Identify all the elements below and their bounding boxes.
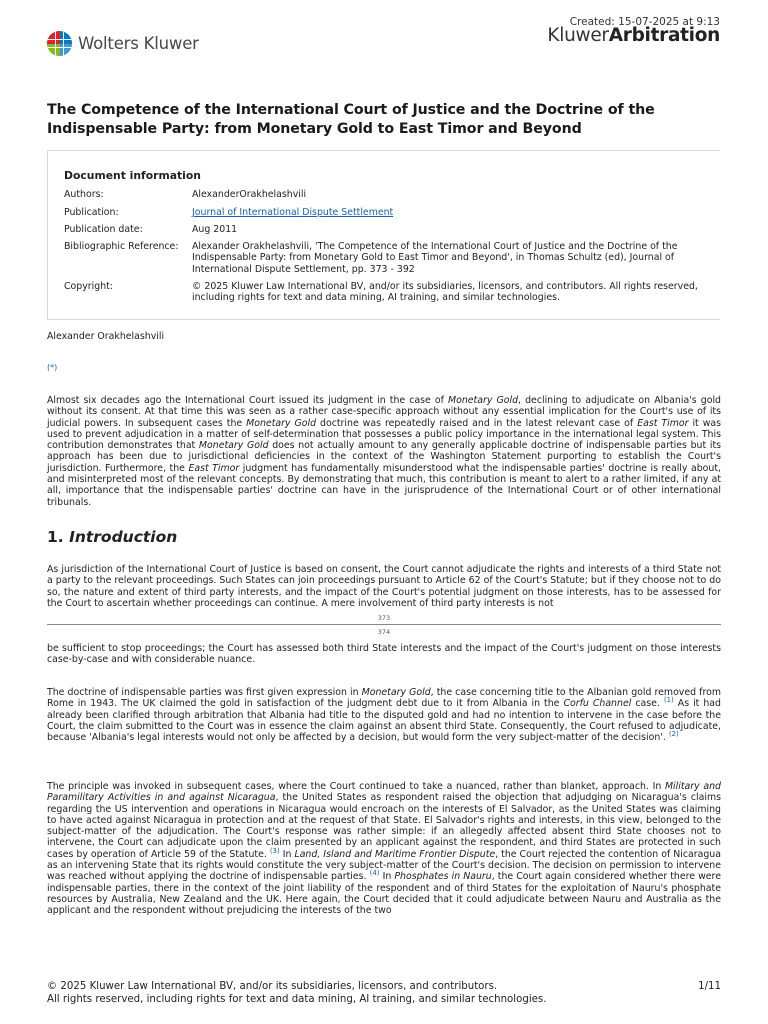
footnote-link-4[interactable]: (4) — [369, 869, 380, 878]
section-heading-introduction: 1. Introduction — [47, 528, 178, 546]
intro-paragraph-1: As jurisdiction of the International Court of Justice is based on consent, the Court cannot adjudicate the rights and interests of a third State not a party to the relevant proceedings. Such States can join proceedings pursuant to Article 62 of the Court's Statute; but if they choose not to do so, the nature and extent of third party interests, and the impact of the Court's potential judgment on those interests, has to be assessed for the Court to ascertain whether proceedings can continue. A mere involvement of third party interests is not — [47, 564, 721, 609]
publisher-name: Wolters Kluwer — [78, 33, 199, 53]
intro-paragraph-3: The principle was invoked in subsequent cases, where the Court continued to take a nuanced, rather than blanket, approach. In Military and Paramilitary Activities in and against Nicaragua, the United States as respondent raised the objection that adjudging on Nicaragua's claims regarding the US intervention and operations in Nicaragua would encroach on the interests of El Salvador, as the United States was claiming to have acted against Nicaragua in protection and at the request of that State. El Salvador's rights and interests, in this view, belonged to the subject-matter of the adjudication. The Court's response was rather simple: if an allegedly affected absent third State chooses not to intervene, the Court can adjudicate upon the claim presented by an applicant against the respondent, and third States are protected in such cases by operation of Article 59 of the Statute. $^{(3)}$ In Land, Island and Maritime Frontier Dispute, the Court rejected the contention of Nicaragua as an intervening State that its rights would constitute the very subject-matter of the Court's decision. The decision on permission to intervene was reached without applying the doctrine of indispensable parties. $^{(4)}$ In Phosphates in Nauru, the Court again considered whether there were indispensable parties, there in the context of the joint liability of the respondent and of third States for the exploitation of Nauru's phosphate resources by Australia, New Zealand and the UK. Here again, the Court decided that it could adjudicate between Nauru and Australia as the applicant and the respondent without prejudicing the interests of the two — [47, 781, 721, 917]
footer-copyright-line-1: © 2025 Kluwer Law International BV, and/or its subsidiaries, licensors, and contributors. — [47, 981, 498, 992]
created-timestamp: Created: 15-07-2025 at 9:13 — [569, 16, 720, 28]
author-footnote-link[interactable]: (*) — [47, 363, 58, 372]
page-number-end: 373 — [377, 614, 391, 622]
info-label: Copyright: — [64, 281, 113, 292]
publication-link[interactable]: Journal of International Dispute Settlement — [192, 207, 394, 218]
document-information-panel — [47, 150, 720, 320]
info-label: Bibliographic Reference: — [64, 241, 179, 252]
info-value: © 2025 Kluwer Law International BV, and/or its subsidiaries, licensors, and contributors. All rights reserved, including rights for text and data mining, AI training, and similar technologies. — [192, 281, 698, 304]
page-footer — [47, 980, 721, 1007]
info-row-authors — [64, 189, 714, 200]
page-divider — [47, 624, 721, 625]
intro-paragraph-2: The doctrine of indispensable parties was first given expression in Monetary Gold, the case concerning title to the Albanian gold removed from Rome in 1943. The UK claimed the gold in satisfaction of the judgment debt due to it from Albania in the Corfu Channel case. $^{(1)}$ As it had already been clarified through arbitration that Albania had title to the disputed gold and had no intention to intervene in the case before the Court, the claim submitted to the Court was in essence the claim against an absent third State. Consequently, the Court refused to adjudicate, because 'Albania's legal interests would not only be affected by a decision, but would form the very subject-matter of the decision'. $^{(2)}$ — [47, 687, 721, 744]
footer-copyright-line-2: All rights reserved, including rights for text and data mining, AI training, and similar technologies. — [47, 994, 547, 1006]
author-line: Alexander Orakhelashvili — [47, 331, 165, 342]
info-row-publication — [64, 207, 714, 218]
info-row-publication-date — [64, 224, 714, 235]
page-number-start: 374 — [377, 628, 391, 636]
page-counter: 1/11 — [698, 981, 721, 992]
info-label: Authors: — [64, 189, 104, 200]
footnote-link-2[interactable]: (2) — [668, 730, 679, 739]
wolters-kluwer-logo-icon — [47, 31, 72, 56]
footnote-link-1[interactable]: (1) — [663, 696, 674, 705]
info-value: Aug 2011 — [192, 224, 238, 235]
abstract-paragraph: Almost six decades ago the International Court issued its judgment in the case of Monetary Gold, declining to adjudicate on Albania's gold without its consent. At that time this was seen as a rather case-specific approach without any essential implication for the Court's use of its judicial powers. In subsequent cases the Monetary Gold doctrine was repeatedly raised and in the latest relevant case of East Timor it was used to prevent adjudication in a matter of self-determination that possesses a public policy importance in the international legal system. This contribution demonstrates that Monetary Gold does not actually amount to any generally applicable doctrine of indispensable parties but its approach has been due to jurisdictional deficiencies in the context of the Washington Statement purporting to establish the Court's jurisdiction. Furthermore, the East Timor judgment has fundamentally misunderstood what the indispensable parties' doctrine is really about, and misinterpreted most of the relevant concepts. By demonstrating that much, this contribution is meant to alert to a rather limited, if any at all, importance that the indispensable parties' doctrine can have in the jurisprudence of the International Court or of other international tribunals. — [47, 395, 722, 508]
footnote-link-3[interactable]: (3) — [269, 846, 280, 855]
intro-paragraph-1-continued: be sufficient to stop proceedings; the Court has assessed both third State interests and the impact of the Court's judgment on those interests case-by-case and with considerable nuance. — [47, 643, 721, 666]
info-label: Publication date: — [64, 224, 143, 235]
info-label: Publication: — [64, 207, 119, 218]
kluwer-arbitration-brand: KluwerArbitration — [547, 25, 720, 46]
wolters-kluwer-logo — [47, 31, 199, 56]
info-value: AlexanderOrakhelashvili — [192, 189, 307, 200]
info-row-copyright — [64, 281, 714, 304]
info-value: Alexander Orakhelashvili, 'The Competence of the International Court of Justice and the Doctrine of the Indispensable Party: from Monetary Gold to East Timor and Beyond', in Thomas Schultz (ed), Journal of International Dispute Settlement, pp. 373 - 392 — [192, 241, 678, 275]
document-information-heading: Document information — [64, 169, 201, 182]
document-title: The Competence of the International Court of Justice and the Doctrine of the Indispensable Party: from Monetary Gold to East Timor and Beyond — [47, 102, 655, 137]
info-row-bibliographic-reference — [64, 241, 714, 275]
